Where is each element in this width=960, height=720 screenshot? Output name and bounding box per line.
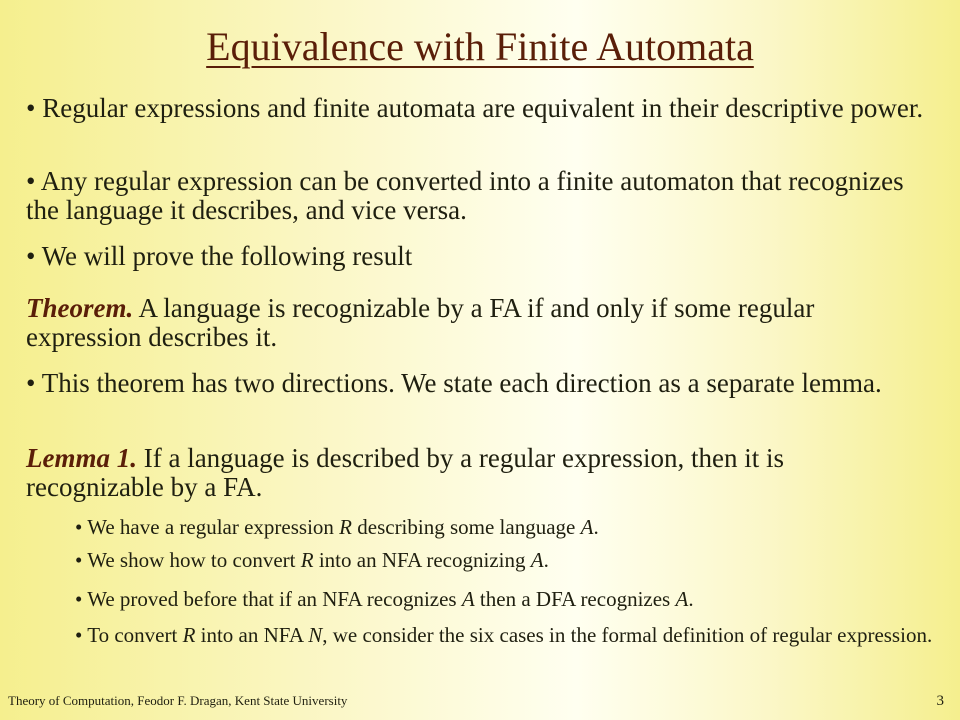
footer-credit: Theory of Computation, Feodor F. Dragan, Kent State University bbox=[8, 693, 348, 708]
bullet-two-directions: • This theorem has two directions. We state each direction as a separate lemma. bbox=[26, 368, 882, 398]
page-number: 3 bbox=[936, 693, 944, 709]
slide-title-text: Equivalence with Finite Automata bbox=[206, 24, 754, 69]
bullet-prove-result: • We will prove the following result bbox=[26, 241, 413, 271]
theorem bbox=[26, 294, 926, 352]
theorem-label: Theorem. bbox=[26, 293, 134, 323]
theorem-text: A language is recognizable by a FA if and only if some regular expression describes it. bbox=[26, 293, 815, 352]
lemma bbox=[26, 444, 926, 502]
sub-bullet-regex-r: • We have a regular expression R describing some language A. bbox=[75, 515, 599, 539]
slide-title bbox=[0, 24, 960, 70]
bullet-descriptive-power: • Regular expressions and finite automata are equivalent in their descriptive power. bbox=[26, 93, 924, 123]
lemma-label: Lemma 1. bbox=[26, 443, 137, 473]
sub-bullet-six-cases: • To convert R into an NFA N, we consider the six cases in the formal definition of regular expression. bbox=[75, 623, 933, 647]
lemma-text: If a language is described by a regular expression, then it is recognizable by a FA. bbox=[26, 443, 785, 502]
sub-bullet-nfa-dfa: • We proved before that if an NFA recognizes A then a DFA recognizes A. bbox=[75, 587, 694, 611]
sub-bullet-convert-nfa: • We show how to convert R into an NFA recognizing A. bbox=[75, 548, 549, 572]
bullet-conversion: • Any regular expression can be converted into a finite automaton that recognizes the language it describes, and vice versa. bbox=[26, 166, 904, 225]
